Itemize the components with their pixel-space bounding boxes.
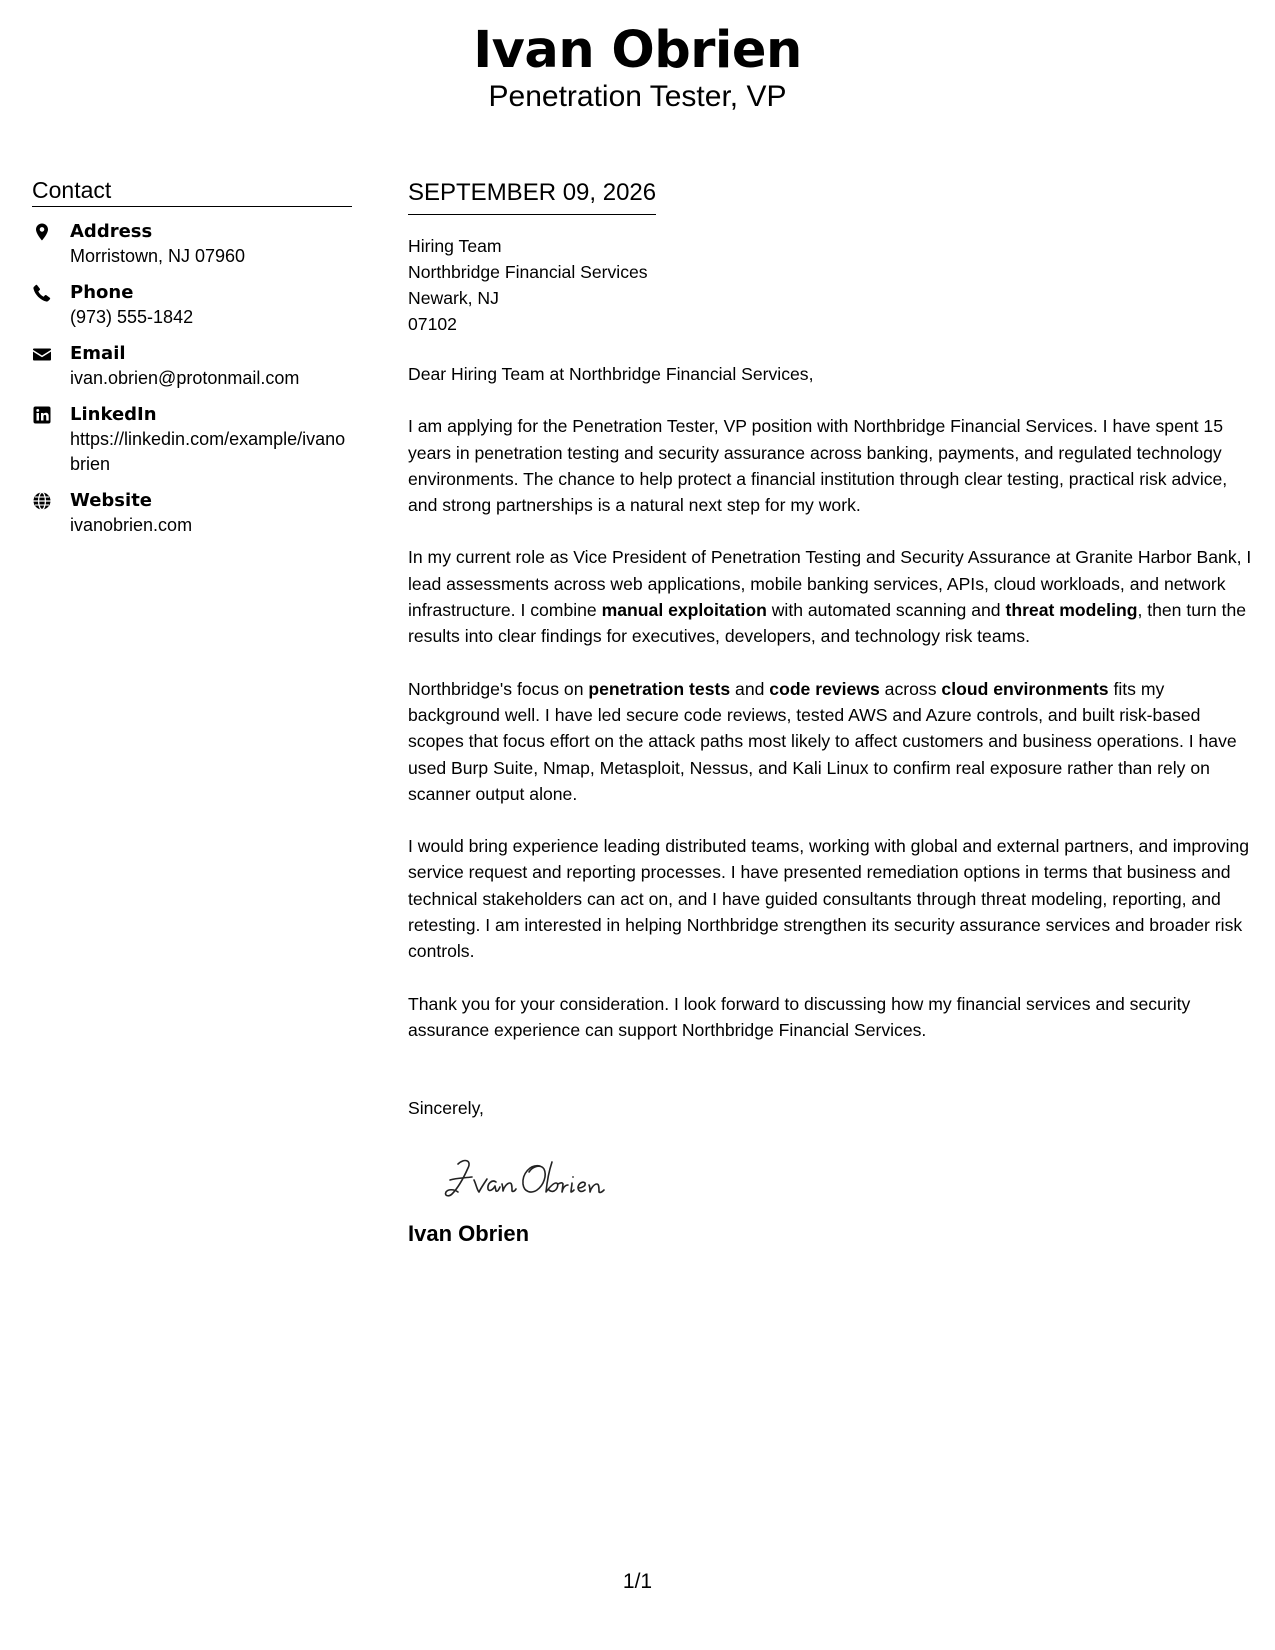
contact-label: Email (70, 343, 126, 364)
contact-label: Address (70, 221, 153, 242)
paragraph-5: Thank you for your consideration. I look forward to discussing how my financial services and security assurance experience can support Northbridge Financial Services. (408, 993, 1191, 1040)
page-number: 1/1 (622, 1570, 653, 1593)
contact-heading: Contact (32, 176, 352, 207)
signature-name: Ivan Obrien (408, 1220, 530, 1246)
contact-label: Website (70, 490, 153, 511)
handwritten-signature (444, 1150, 1253, 1206)
globe-icon (32, 488, 70, 511)
paragraph-3: Northbridge's focus on penetration tests and code reviews across cloud environments fits my background well. I have led secure code reviews, tested AWS and Azure controls, and built risk-based scopes that focus effort on the attack paths most likely to affect customers and business operations. I have used Burp Suite, Nmap, Metasploit, Nessus, and Kali Linux to confirm real exposure rather than rely on scanner output alone. (408, 678, 1237, 804)
linkedin-value: https://linkedin.com/example/ivanobrien (70, 429, 346, 474)
envelope-icon (32, 341, 70, 364)
contact-item-email (32, 341, 352, 391)
address-value: Morristown, NJ 07960 (70, 246, 246, 266)
contact-label: LinkedIn (70, 404, 157, 425)
paragraph-2: In my current role as Vice President of Penetration Testing and Security Assurance at Granite Harbor Bank, I lead assessments across web applications, mobile banking services, APIs, cloud workloads, and network infrastructure. I combine manual exploitation with automated scanning and threat modeling, then turn the results into clear findings for executives, developers, and technology risk teams. (408, 547, 1252, 647)
applicant-name: Ivan Obrien (473, 21, 802, 80)
paragraph-1: I am applying for the Penetration Tester, VP position with Northbridge Financial Services. I have spent 15 years in penetration testing and security assurance across banking, payments, and regulated technology environments. The chance to help protect a financial institution through clear testing, practical risk advice, and strong partnerships is a natural next step for my work. (408, 416, 1228, 516)
closing: Sincerely, (408, 1098, 484, 1119)
recipient-line: Hiring Team (408, 236, 502, 256)
map-pin-icon (32, 219, 70, 242)
linkedin-icon (32, 402, 70, 425)
applicant-title: Penetration Tester, VP (488, 80, 787, 113)
website-value: ivanobrien.com (70, 515, 193, 535)
resume-header (0, 18, 1275, 114)
phone-value: (973) 555-1842 (70, 307, 194, 327)
recipient-line: 07102 (408, 314, 457, 334)
contact-list (32, 219, 352, 538)
contact-item-linkedin (32, 402, 352, 477)
contact-item-website (32, 488, 352, 538)
letter-body (408, 176, 1253, 1248)
salutation: Dear Hiring Team at Northbridge Financial Services, (408, 364, 814, 384)
contact-item-address (32, 219, 352, 269)
contact-sidebar (32, 176, 352, 549)
contact-item-phone (32, 280, 352, 330)
paragraph-4: I would bring experience leading distributed teams, working with global and external partners, and improving service request and reporting processes. I have presented remediation options in terms that business and technical stakeholders can act on, and I have guided consultants through threat modeling, reporting, and retesting. I am interested in helping Northbridge strengthen its security assurance services and broader risk controls. (408, 836, 1250, 962)
letter-date: SEPTEMBER 09, 2026 (408, 176, 656, 215)
email-value: ivan.obrien@protonmail.com (70, 368, 300, 388)
recipient-block (408, 233, 1253, 337)
recipient-line: Newark, NJ (408, 288, 499, 308)
contact-label: Phone (70, 282, 134, 303)
recipient-line: Northbridge Financial Services (408, 262, 648, 282)
phone-icon (32, 280, 70, 303)
